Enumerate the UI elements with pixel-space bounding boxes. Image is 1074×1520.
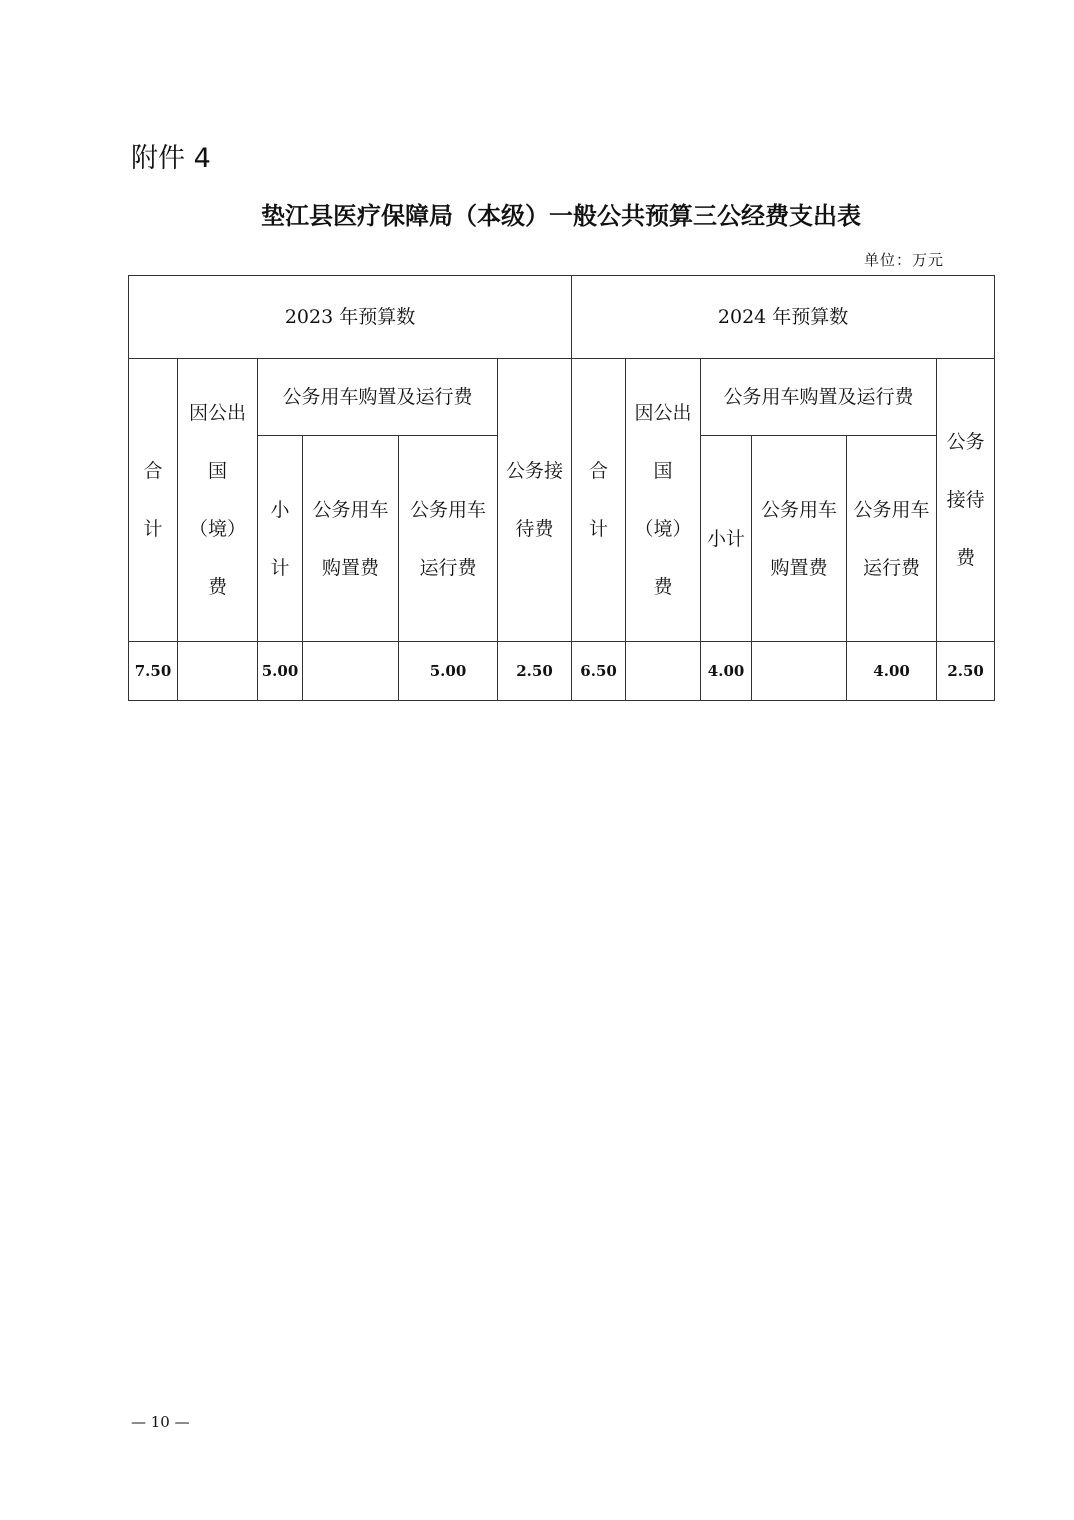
col-vehicle-group-2024: 公务用车购置及运行费	[701, 359, 937, 436]
cell-abroad-2024	[626, 642, 701, 701]
attachment-label: 附件 4	[131, 143, 211, 174]
col-abroad-2023: 因公出国（境）费	[178, 359, 258, 642]
col-vehicle-operation-2024: 公务用车运行费	[847, 436, 937, 642]
cell-subtotal-2024: 4.00	[701, 642, 752, 701]
cell-abroad-2023	[178, 642, 258, 701]
page-number: — 10 —	[131, 1413, 190, 1431]
col-vehicle-purchase-2024: 公务用车购置费	[752, 436, 847, 642]
cell-vehicle-operation-2024: 4.00	[847, 642, 937, 701]
column-header-row-1	[129, 359, 995, 436]
cell-vehicle-purchase-2023	[303, 642, 399, 701]
table-row	[129, 642, 995, 701]
budget-table	[128, 275, 995, 701]
cell-subtotal-2023: 5.00	[258, 642, 303, 701]
col-vehicle-group-2023: 公务用车购置及运行费	[258, 359, 498, 436]
page-title: 垫江县医疗保障局（本级）一般公共预算三公经费支出表	[261, 201, 861, 230]
col-reception-2024: 公务接待费	[937, 359, 995, 642]
col-total-2023: 合计	[129, 359, 178, 642]
year-header-row	[129, 276, 995, 359]
year-header-2023: 2023 年预算数	[129, 276, 572, 359]
cell-vehicle-operation-2023: 5.00	[399, 642, 498, 701]
cell-reception-2024: 2.50	[937, 642, 995, 701]
cell-total-2023: 7.50	[129, 642, 178, 701]
col-vehicle-purchase-2023: 公务用车购置费	[303, 436, 399, 642]
unit-label: 单位：万元	[863, 251, 944, 269]
col-vehicle-operation-2023: 公务用车运行费	[399, 436, 498, 642]
col-reception-2023: 公务接待费	[498, 359, 572, 642]
col-abroad-2024: 因公出国（境）费	[626, 359, 701, 642]
col-subtotal-2024: 小计	[701, 436, 752, 642]
col-subtotal-2023: 小计	[258, 436, 303, 642]
cell-reception-2023: 2.50	[498, 642, 572, 701]
cell-total-2024: 6.50	[572, 642, 626, 701]
col-total-2024: 合计	[572, 359, 626, 642]
cell-vehicle-purchase-2024	[752, 642, 847, 701]
year-header-2024: 2024 年预算数	[572, 276, 995, 359]
